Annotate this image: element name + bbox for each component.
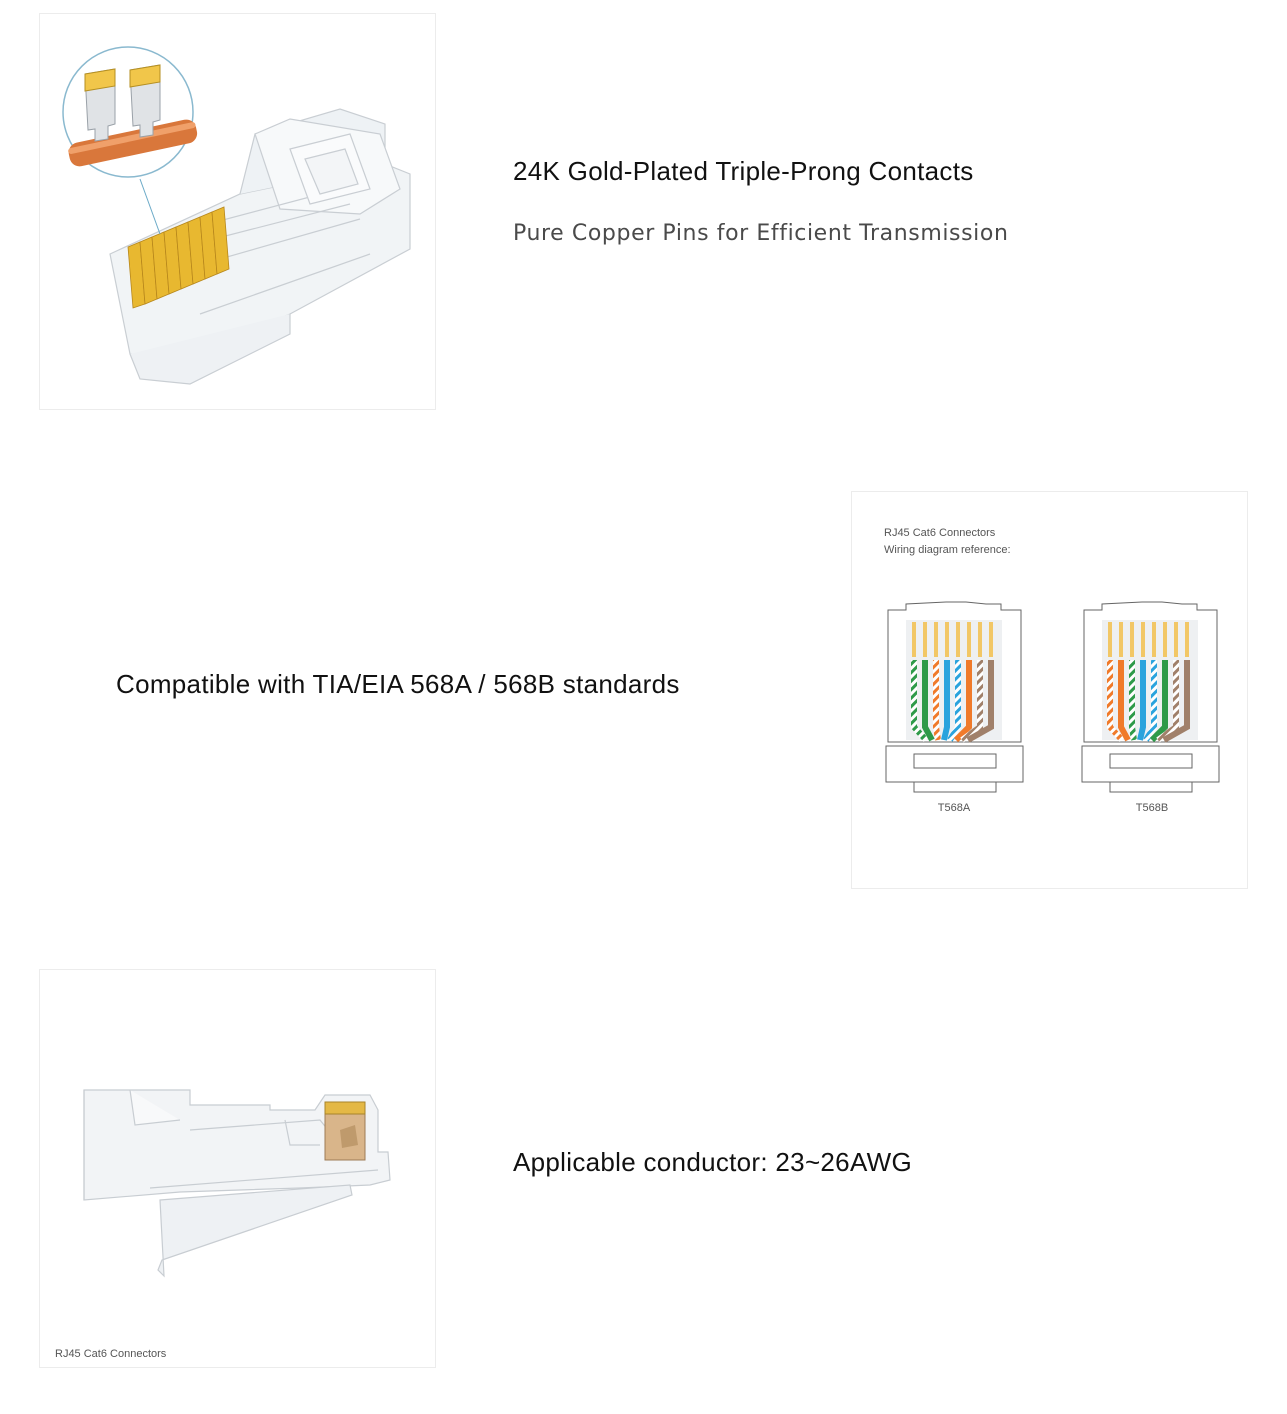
t568b-label: T568B bbox=[1135, 802, 1169, 814]
t568a-connector bbox=[886, 602, 1023, 792]
rj45-connector-gold-pins-illustration bbox=[40, 14, 436, 410]
section-heading-gold-contacts: 24K Gold-Plated Triple-Prong Contacts bbox=[513, 156, 974, 186]
diagram-caption-line-1: RJ45 Cat6 Connectors bbox=[884, 527, 996, 539]
section-heading-conductor: Applicable conductor: 23~26AWG bbox=[513, 1147, 912, 1177]
rj45-connector-side-view-illustration bbox=[40, 970, 436, 1368]
t568a-label: T568A bbox=[937, 802, 971, 814]
gold-contacts-product-image bbox=[39, 13, 436, 410]
diagram-caption-line-2: Wiring diagram reference: bbox=[884, 544, 1011, 556]
section-subheading-copper-pins: Pure Copper Pins for Efficient Transmission bbox=[513, 221, 1009, 246]
wiring-diagram-illustration bbox=[852, 492, 1248, 889]
section-heading-standards: Compatible with TIA/EIA 568A / 568B standards bbox=[116, 669, 680, 699]
connector-side-view-panel bbox=[39, 969, 436, 1368]
product-image-caption: RJ45 Cat6 Connectors bbox=[55, 1348, 167, 1360]
wiring-diagram-panel bbox=[851, 491, 1248, 889]
t568b-connector bbox=[1082, 602, 1219, 792]
